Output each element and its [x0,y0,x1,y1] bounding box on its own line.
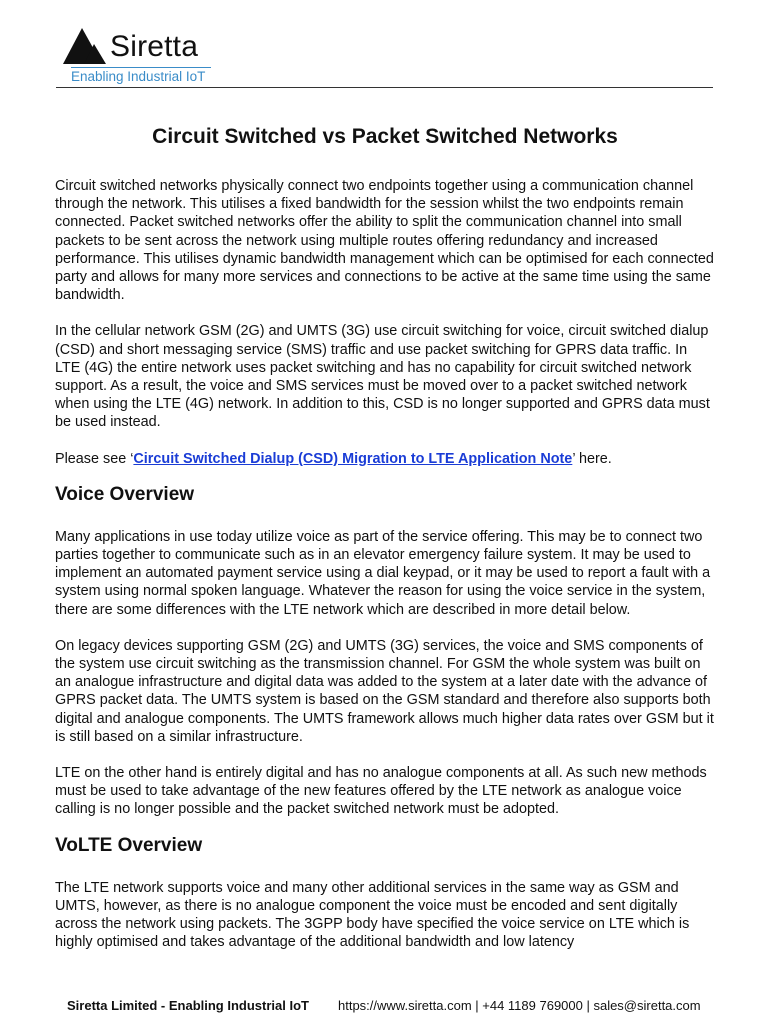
page-header [56,22,713,88]
footer-company: Siretta Limited - Enabling Industrial IoT [67,998,309,1013]
brand-name: Siretta [110,30,199,63]
voice-paragraph-1: Many applications in use today utilize voice as part of the service offering. This may be to connect two parties together to communicate such as in an elevator emergency failure system. It may be used to implement an automated payment service using a dial keypad, or it may be used to report a fault with a system using normal spoken language. Whatever the reason for using the voice service in the system, there are some differences with the LTE network which are described in more detail below. [55,528,711,618]
see-suffix: ’ here. [572,450,612,467]
footer-contact: https://www.siretta.com | +44 1189 769000 | sales@siretta.com [338,998,701,1013]
voice-paragraph-2: On legacy devices supporting GSM (2G) and UMTS (3G) services, the voice and SMS components of the system use circuit switching as the transmission channel. For GSM the whole system was built on an analogue infrastructure and digital data was added to the system at a later date with the advance of GPRS packet data. The UMTS system is based on the GSM standard and therefore also supports both digital and analogue components. The UMTS framework allows much higher data rates over GSM but it is still based on a similar infrastructure. [55,637,714,745]
volte-overview-heading: VoLTE Overview [55,834,203,856]
mountain-logo-icon [62,26,108,66]
volte-paragraph-1: The LTE network supports voice and many other additional services in the same way as GSM and UMTS, however, as there is no analogue component the voice must be encoded and sent digitally across the network using packets. The 3GPP body have specified the voice service on LTE which is highly optimised and takes advantage of the additional bandwidth and low latency [55,879,690,951]
see-also-paragraph [55,450,715,468]
see-prefix: Please see ‘ [55,450,134,467]
page-title: Circuit Switched vs Packet Switched Networks [152,125,618,148]
intro-paragraph-2: In the cellular network GSM (2G) and UMTS (3G) use circuit switching for voice, circuit switched dialup (CSD) and short messaging service (SMS) traffic and use packet switching for GPRS data traffic. In LTE (4G) the entire network uses packet switching and has no capability for circuit switched network support. As a result, the voice and SMS services must be moved over to a packet switched network when using the LTE (4G) network. In addition to this, CSD is no longer supported and GPRS data must be used instead. [55,323,710,431]
intro-paragraph-1: Circuit switched networks physically connect two endpoints together using a communication channel through the network. This utilises a fixed bandwidth for the session whilst the two endpoints remain connected. Packet switched networks offer the ability to split the communication channel into small packets to be sent across the network using multiple routes offering redundancy and increased performance. This utilises dynamic bandwidth management which can be optimised for each connected party and allows for many more services and connections to be active at the same time using the same bandwidth. [55,178,714,304]
csd-migration-link[interactable]: Circuit Switched Dialup (CSD) Migration to LTE Application Note [133,450,573,467]
siretta-logo [62,24,232,88]
header-divider [56,87,713,88]
voice-overview-heading: Voice Overview [55,483,195,505]
document-body [55,125,715,970]
voice-paragraph-3: LTE on the other hand is entirely digital and has no analogue components at all. As such new methods must be used to take advantage of the new features offered by the LTE network as analogue voice calling is no longer possible and the packet switched network must be adopted. [55,765,707,818]
brand-tagline: Enabling Industrial IoT [71,67,211,84]
